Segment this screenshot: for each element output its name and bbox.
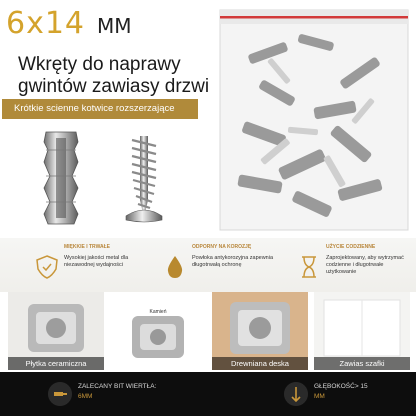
feature-desc: Zaprojektowany, aby wytrzymać codzienne i długotrwałe użytkowanie (326, 255, 404, 275)
depth-spec (284, 380, 404, 410)
subtitle-bar: Krótkie scienne kotwice rozszerzające (2, 99, 198, 119)
bag-of-screws-illustration (218, 8, 410, 232)
feature-title: MIĘKKIE I TRWAŁE (64, 244, 111, 250)
tile-label: Płytka ceramiczna (8, 357, 104, 370)
feature-title: ODPORNY NA KOROZJĘ (192, 244, 252, 250)
anchor-illustration (40, 128, 82, 228)
depth-label: GŁĘBOKOŚĆ> 15 (314, 383, 368, 390)
bit-label: ZALECANY BIT WIERTŁA: (78, 383, 157, 390)
feature-item (34, 244, 144, 294)
tile-stone (110, 292, 206, 370)
size-title (6, 6, 132, 41)
depth-value: MM (314, 393, 325, 400)
hourglass-icon (296, 254, 322, 280)
shield-icon (34, 254, 60, 280)
tile-label: Zawias szafki (314, 357, 410, 370)
product-headline (18, 54, 238, 98)
tile-label: Drewniana deska (212, 357, 308, 370)
headline-line-2: gwintów zawiasy drzwi (18, 76, 210, 97)
hinge-image (110, 292, 206, 370)
size-unit: MM (97, 14, 132, 38)
bit-value: 6MM (78, 393, 93, 400)
feature-item (162, 244, 277, 294)
headline-line-1: Wkręty do naprawy (18, 54, 181, 75)
feature-title: UŻYCIE CODZIENNE (326, 244, 376, 250)
size-value: 6x14 (6, 6, 86, 41)
screw-illustration (118, 126, 170, 226)
specs-footer (0, 372, 416, 416)
tile-cabinet (314, 292, 410, 370)
tile-wood (212, 292, 308, 370)
tile-ceramic (8, 292, 104, 370)
features-strip (0, 238, 416, 298)
drop-icon (162, 254, 188, 280)
feature-desc: Powłoka antykorozyjna zapewnia długotrwałą ochronę (192, 255, 274, 268)
drill-icon (48, 382, 72, 406)
feature-item (296, 244, 414, 294)
tile-tag: Kamień (149, 309, 167, 315)
drill-bit-spec (48, 380, 188, 410)
depth-icon (284, 382, 308, 406)
feature-desc: Wysokiej jakości metal dla niezawodnej wydajności (64, 255, 129, 268)
application-tiles (0, 292, 416, 372)
